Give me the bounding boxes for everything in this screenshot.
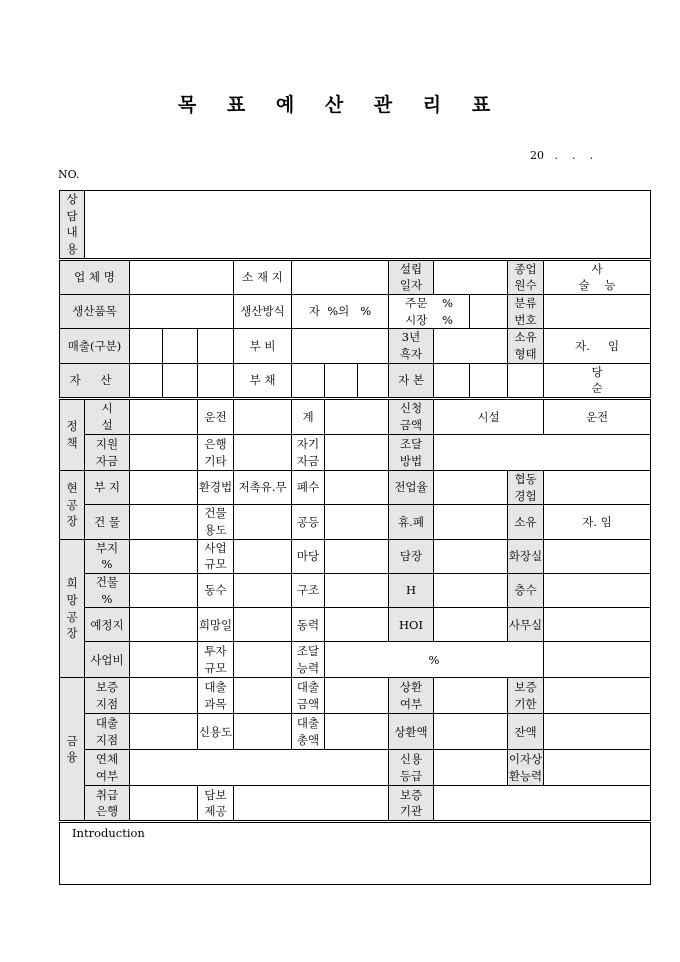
request-amount-label: 신청 금액 bbox=[389, 399, 434, 435]
sales-cell-1[interactable] bbox=[130, 329, 163, 363]
stories-value[interactable] bbox=[544, 574, 651, 608]
land-value[interactable] bbox=[130, 471, 198, 505]
loan-branch-value[interactable] bbox=[130, 714, 198, 750]
own-value: 자. 임 bbox=[544, 505, 651, 539]
finance-row-4 bbox=[60, 786, 651, 822]
support-fund-label: 지원 자금 bbox=[85, 435, 130, 471]
assets-cell-2[interactable] bbox=[163, 363, 198, 398]
est-date-label: 설립 일자 bbox=[389, 259, 434, 294]
order-market-blank[interactable] bbox=[470, 295, 508, 329]
company-name-label: 업 체 명 bbox=[60, 259, 130, 294]
intro-row bbox=[60, 822, 651, 885]
assets-cell-1[interactable] bbox=[130, 363, 163, 398]
consult-label: 상 담 내 용 bbox=[60, 191, 85, 260]
biz-scale-value[interactable] bbox=[234, 539, 292, 573]
bldg-pct-value[interactable] bbox=[130, 574, 198, 608]
guarantee-branch-label: 보증 지점 bbox=[85, 678, 130, 714]
policy-row-2 bbox=[60, 435, 651, 471]
three-year-label: 3년 흑자 bbox=[389, 329, 434, 363]
site-value[interactable] bbox=[130, 608, 198, 642]
loan-total-value[interactable] bbox=[325, 714, 389, 750]
credit-grade-value[interactable] bbox=[434, 750, 508, 786]
page-title: 목 표 예 산 관 리 표 bbox=[177, 94, 503, 116]
public-label: 공등 bbox=[292, 505, 325, 539]
fence-value[interactable] bbox=[434, 539, 508, 573]
liab-ratio-label: 부 비 bbox=[234, 329, 292, 363]
est-date-value[interactable] bbox=[434, 259, 508, 294]
biz-cost-label: 사업비 bbox=[85, 642, 130, 678]
bank-other-value[interactable] bbox=[234, 435, 292, 471]
land-pct-label: 부지 % bbox=[85, 539, 130, 573]
h-label: H bbox=[389, 574, 434, 608]
floor-count-value[interactable] bbox=[234, 574, 292, 608]
facility-value[interactable] bbox=[130, 399, 198, 435]
consult-content[interactable] bbox=[85, 191, 651, 260]
balance-value[interactable] bbox=[544, 714, 651, 750]
policy-side-label: 정 책 bbox=[60, 399, 85, 471]
desired-row-3 bbox=[60, 608, 651, 642]
collateral-label: 담보 제공 bbox=[198, 786, 234, 822]
desired-row-4 bbox=[60, 642, 651, 678]
bank-other-label: 은행 기타 bbox=[198, 435, 234, 471]
loan-amount-label: 대출 금액 bbox=[292, 678, 325, 714]
env-law-value: 저촉유.무 bbox=[234, 471, 292, 505]
hoi-label: HOI bbox=[389, 608, 434, 642]
facility-label: 시 설 bbox=[85, 399, 130, 435]
relocation-label: 전업율 bbox=[389, 471, 434, 505]
company-row-4 bbox=[60, 363, 651, 398]
order-market-value: 주문 % 시장 % bbox=[389, 295, 470, 329]
toilet-value[interactable] bbox=[544, 539, 651, 573]
procure-method-value[interactable] bbox=[434, 435, 651, 471]
intro-label: Introduction bbox=[72, 826, 145, 841]
location-value[interactable] bbox=[292, 259, 389, 294]
fence-label: 담장 bbox=[389, 539, 434, 573]
credit-label: 신용도 bbox=[198, 714, 234, 750]
company-row-2 bbox=[60, 295, 651, 329]
waste-value[interactable] bbox=[325, 471, 389, 505]
three-year-value[interactable] bbox=[434, 329, 508, 363]
liab-cell-1[interactable] bbox=[292, 363, 325, 398]
finance-side-label: 금 융 bbox=[60, 678, 85, 822]
land-label: 부 지 bbox=[85, 471, 130, 505]
consult-row bbox=[60, 191, 651, 260]
ownership-form-value: 자. 임 bbox=[544, 329, 651, 363]
prod-method-value: 자 %의 % bbox=[292, 295, 389, 329]
loan-subject-label: 대출 과목 bbox=[198, 678, 234, 714]
repay-status-label: 상환 여부 bbox=[389, 678, 434, 714]
class-no-value[interactable] bbox=[544, 295, 651, 329]
env-law-label: 환경법 bbox=[198, 471, 234, 505]
employees-label: 종업 원수 bbox=[508, 259, 544, 294]
form-number-label: NO. bbox=[58, 168, 80, 181]
invest-scale-label: 투자 규모 bbox=[198, 642, 234, 678]
own-label: 소유 bbox=[508, 505, 544, 539]
date-field: 20 . . . bbox=[530, 149, 593, 162]
toilet-label: 화장실 bbox=[508, 539, 544, 573]
total-value[interactable] bbox=[325, 399, 389, 435]
current-row-2 bbox=[60, 505, 651, 539]
yard-label: 마당 bbox=[292, 539, 325, 573]
request-operating: 운전 bbox=[544, 399, 651, 435]
guarantee-branch-value[interactable] bbox=[130, 678, 198, 714]
prod-method-label: 생산방식 bbox=[234, 295, 292, 329]
handling-bank-value[interactable] bbox=[130, 786, 198, 822]
loan-total-label: 대출 총액 bbox=[292, 714, 325, 750]
site-label: 예정지 bbox=[85, 608, 130, 642]
current-side-label: 현 공 장 bbox=[60, 471, 85, 540]
power-label: 동력 bbox=[292, 608, 325, 642]
office-label: 사무실 bbox=[508, 608, 544, 642]
capital-cell-3[interactable] bbox=[508, 363, 544, 398]
capital-cell-2[interactable] bbox=[470, 363, 508, 398]
guarantee-org-label: 보증 기관 bbox=[389, 786, 434, 822]
liab-cell-2[interactable] bbox=[325, 363, 358, 398]
guarantee-term-label: 보증 기한 bbox=[508, 678, 544, 714]
finance-row-1 bbox=[60, 678, 651, 714]
desired-row-1 bbox=[60, 539, 651, 573]
repay-status-value[interactable] bbox=[434, 678, 508, 714]
own-funds-value[interactable] bbox=[325, 435, 389, 471]
land-pct-value[interactable] bbox=[130, 539, 198, 573]
location-label: 소 재 지 bbox=[234, 259, 292, 294]
relocation-value[interactable] bbox=[434, 471, 508, 505]
repaid-label: 상환액 bbox=[389, 714, 434, 750]
interest-ability-label: 이자상 환능력 bbox=[508, 750, 544, 786]
invest-scale-value[interactable] bbox=[234, 642, 292, 678]
overdue-value[interactable] bbox=[130, 750, 389, 786]
power-value[interactable] bbox=[325, 608, 389, 642]
desired-side-label: 희 망 공 장 bbox=[60, 539, 85, 678]
capital-cell-1[interactable] bbox=[434, 363, 470, 398]
loan-branch-label: 대출 지점 bbox=[85, 714, 130, 750]
own-funds-label: 자기 자금 bbox=[292, 435, 325, 471]
desired-row-2 bbox=[60, 574, 651, 608]
bldg-use-value[interactable] bbox=[234, 505, 292, 539]
interest-ability-value[interactable] bbox=[544, 750, 651, 786]
guarantee-org-value[interactable] bbox=[434, 786, 651, 822]
sales-cell-3[interactable] bbox=[198, 329, 234, 363]
procure-cap-value: % bbox=[325, 642, 544, 678]
current-row-1 bbox=[60, 471, 651, 505]
guarantee-term-value[interactable] bbox=[544, 678, 651, 714]
sales-label: 매출(구분) bbox=[60, 329, 130, 363]
support-fund-value[interactable] bbox=[130, 435, 198, 471]
finance-row-2 bbox=[60, 714, 651, 750]
procure-method-label: 조달 방법 bbox=[389, 435, 434, 471]
coop-label: 협동 경험 bbox=[508, 471, 544, 505]
public-value[interactable] bbox=[325, 505, 389, 539]
intro-box[interactable] bbox=[60, 822, 651, 885]
total-label: 계 bbox=[292, 399, 325, 435]
finance-row-3 bbox=[60, 750, 651, 786]
company-row-1 bbox=[60, 259, 651, 294]
repaid-value[interactable] bbox=[434, 714, 508, 750]
budget-form-table bbox=[59, 190, 651, 885]
closure-label: 휴.폐 bbox=[389, 505, 434, 539]
liab-cell-3[interactable] bbox=[358, 363, 389, 398]
desired-date-label: 희망일 bbox=[198, 608, 234, 642]
credit-value[interactable] bbox=[234, 714, 292, 750]
operating-label: 운전 bbox=[198, 399, 234, 435]
hoi-value[interactable] bbox=[434, 608, 508, 642]
ownership-form-label: 소유 형태 bbox=[508, 329, 544, 363]
loan-amount-value[interactable] bbox=[325, 678, 389, 714]
procure-cap-blank[interactable] bbox=[544, 642, 651, 678]
class-no-label: 분류 번호 bbox=[508, 295, 544, 329]
credit-grade-label: 신용 등급 bbox=[389, 750, 434, 786]
biz-scale-label: 사업 규모 bbox=[198, 539, 234, 573]
biz-cost-value[interactable] bbox=[130, 642, 198, 678]
structure-value[interactable] bbox=[325, 574, 389, 608]
procure-cap-label: 조달 능력 bbox=[292, 642, 325, 678]
office-value[interactable] bbox=[544, 608, 651, 642]
company-name-value[interactable] bbox=[130, 259, 234, 294]
collateral-value[interactable] bbox=[234, 786, 389, 822]
loan-subject-value[interactable] bbox=[234, 678, 292, 714]
yard-value[interactable] bbox=[325, 539, 389, 573]
products-value[interactable] bbox=[130, 295, 234, 329]
building-value[interactable] bbox=[130, 505, 198, 539]
liab-ratio-value[interactable] bbox=[292, 329, 389, 363]
building-label: 건 물 bbox=[85, 505, 130, 539]
desired-date-value[interactable] bbox=[234, 608, 292, 642]
assets-label: 자 산 bbox=[60, 363, 130, 398]
overdue-label: 연체 여부 bbox=[85, 750, 130, 786]
products-label: 생산품목 bbox=[60, 295, 130, 329]
request-facility: 시설 bbox=[434, 399, 544, 435]
balance-label: 잔액 bbox=[508, 714, 544, 750]
h-value[interactable] bbox=[434, 574, 508, 608]
capital-label: 자 본 bbox=[389, 363, 434, 398]
closure-value[interactable] bbox=[434, 505, 508, 539]
stories-label: 층수 bbox=[508, 574, 544, 608]
structure-label: 구조 bbox=[292, 574, 325, 608]
waste-label: 폐수 bbox=[292, 471, 325, 505]
employees-detail: 사 술 능 bbox=[544, 259, 651, 294]
coop-value[interactable] bbox=[544, 471, 651, 505]
bldg-use-label: 건물 용도 bbox=[198, 505, 234, 539]
sales-cell-2[interactable] bbox=[163, 329, 198, 363]
policy-row-1 bbox=[60, 399, 651, 435]
bldg-pct-label: 건물 % bbox=[85, 574, 130, 608]
company-row-3 bbox=[60, 329, 651, 363]
handling-bank-label: 취급 은행 bbox=[85, 786, 130, 822]
net-income-label: 당 순 bbox=[544, 363, 651, 398]
liabilities-label: 부 채 bbox=[234, 363, 292, 398]
operating-value[interactable] bbox=[234, 399, 292, 435]
assets-cell-3[interactable] bbox=[198, 363, 234, 398]
floor-count-label: 동수 bbox=[198, 574, 234, 608]
